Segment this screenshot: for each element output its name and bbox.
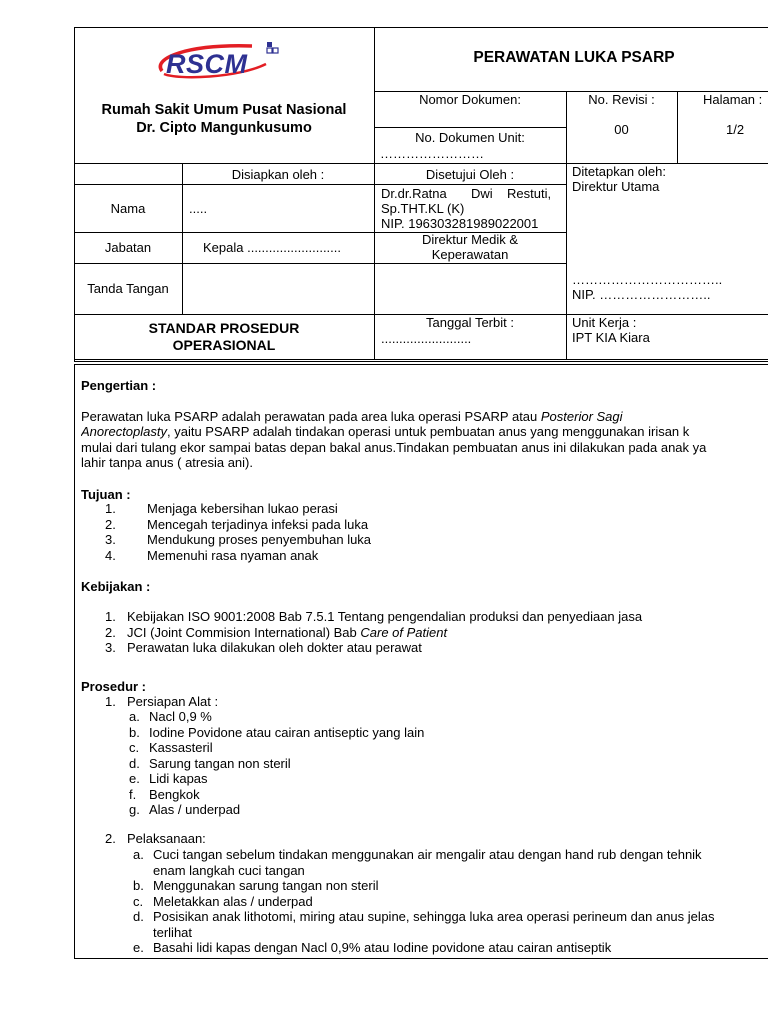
- document-title: PERAWATAN LUKA PSARP: [473, 49, 675, 66]
- list-item-continued: enam langkah cuci tangan: [153, 862, 305, 878]
- pelaksanaan-label: 2. Pelaksanaan:: [105, 831, 206, 846]
- tanggal-terbit-value: .........................: [381, 331, 472, 346]
- divider: [74, 263, 566, 264]
- pengertian-line3: mulai dari tulang ekor sampai batas depan bakal anus.Tindakan pembuatan anus ini dilakukan pada anak ya: [81, 440, 707, 455]
- tujuan-list: [105, 501, 371, 563]
- approver-title: Sp.THT.KL (K): [381, 201, 465, 216]
- list-item: a. Cuci tangan sebelum tindakan menggunakan air mengalir atau dengan hand rub dengan tehnik: [133, 847, 702, 862]
- ditetapkan-nip: NIP. ……………………..: [572, 287, 711, 302]
- list-item: 3. Perawatan luka dilakukan oleh dokter atau perawat: [105, 640, 422, 655]
- unit-kerja-value: IPT KIA Kiara: [572, 330, 650, 345]
- unit-kerja-label: Unit Kerja :: [572, 315, 637, 330]
- nomor-dokumen-label: Nomor Dokumen:: [419, 92, 521, 107]
- list-item: b. Iodine Povidone atau cairan antiseptic yang lain: [129, 724, 425, 740]
- tujuan-heading: Tujuan :: [81, 487, 131, 502]
- list-item: 2. JCI (Joint Commision International) Bab Care of Patient: [105, 624, 448, 640]
- approver-role-line1: Direktur Medik &: [421, 232, 519, 247]
- pengertian-term: Anorectoplasty: [81, 424, 167, 439]
- list-item: b. Menggunakan sarung tangan non steril: [133, 878, 379, 893]
- approver-role-line2: Keperawatan: [431, 247, 509, 262]
- tanggal-terbit-label: Tanggal Terbit :: [426, 315, 514, 330]
- revisi-label: No. Revisi :: [588, 92, 655, 107]
- nama-label: Nama: [110, 201, 146, 216]
- nomor-unit-value: ……………………: [380, 146, 484, 161]
- list-item: e. Lidi kapas: [129, 771, 208, 786]
- list-item: c. Kassasteril: [129, 740, 213, 755]
- list-item: e. Basahi lidi kapas dengan Nacl 0,9% atau Iodine povidone atau cairan antiseptik: [133, 940, 612, 955]
- approver-name-part1: Dr.dr.Ratna: [381, 186, 447, 201]
- rscm-logo: [148, 38, 288, 88]
- pelaksanaan-list: [133, 847, 768, 956]
- pengertian-term: Posterior Sagi: [540, 409, 623, 424]
- divider: [374, 27, 375, 359]
- hospital-name-line1: Rumah Sakit Umum Pusat Nasional: [101, 102, 347, 118]
- divider: [677, 91, 678, 163]
- divider: [74, 184, 566, 185]
- logo-text: RSCM: [166, 49, 248, 79]
- ditetapkan-signature-line: ……………………………..: [572, 272, 723, 287]
- sop-title-line2: OPERASIONAL: [172, 337, 276, 353]
- alat-list: [129, 709, 424, 818]
- jabatan-label: Jabatan: [104, 240, 152, 255]
- pengertian-line1: [81, 409, 768, 425]
- tanda-tangan-label: Tanda Tangan: [87, 281, 169, 296]
- list-item: f. Bengkok: [129, 786, 200, 802]
- list-item: 3. Mendukung proses penyembuhan luka: [105, 532, 372, 547]
- revisi-value: 00: [614, 122, 629, 137]
- pengertian-heading: Pengertian :: [81, 378, 157, 393]
- jabatan-value: Kepala ..........................: [203, 240, 341, 255]
- kebijakan-list: [105, 609, 642, 656]
- persiapan-label: 1. Persiapan Alat :: [105, 694, 219, 709]
- divider: [374, 127, 566, 128]
- divider: [74, 359, 768, 360]
- list-item: 1. Kebijakan ISO 9001:2008 Bab 7.5.1 Tentang pengendalian produksi dan penyediaan jasa: [105, 609, 643, 624]
- nama-value: .....: [189, 201, 208, 216]
- disiapkan-label: Disiapkan oleh :: [231, 167, 325, 182]
- nomor-unit-label: No. Dokumen Unit:: [415, 130, 525, 145]
- divider: [182, 163, 183, 314]
- list-item: 4. Memenuhi rasa nyaman anak: [105, 547, 319, 563]
- disetujui-label: Disetujui Oleh :: [425, 167, 515, 182]
- approver-name-part2: Dwi: [471, 186, 493, 201]
- approver-nip: NIP. 196303281989022001: [381, 216, 539, 231]
- list-item: 2. Mencegah terjadinya infeksi pada luka: [105, 516, 369, 532]
- ditetapkan-label: Ditetapkan oleh:: [572, 164, 666, 179]
- list-item: 1. Menjaga kebersihan lukao perasi: [105, 501, 338, 516]
- list-item: d. Sarung tangan non steril: [129, 755, 291, 771]
- list-item: d. Posisikan anak lithotomi, miring atau supine, sehingga luka area operasi perineum dan anus jelas: [133, 909, 715, 924]
- pengertian-text: Perawatan luka PSARP adalah perawatan pada area luka operasi PSARP atau: [81, 409, 541, 424]
- list-item: g. Alas / underpad: [129, 802, 241, 817]
- pengertian-line4: lahir tanpa anus ( atresia ani).: [81, 455, 253, 470]
- sop-title-line1: STANDAR PROSEDUR: [148, 320, 300, 336]
- list-item: a. Nacl 0,9 %: [129, 709, 212, 724]
- kebijakan-heading: Kebijakan :: [81, 579, 151, 594]
- prosedur-heading: Prosedur :: [81, 679, 147, 694]
- ditetapkan-role: Direktur Utama: [572, 179, 660, 194]
- pengertian-text: , yaitu PSARP adalah tindakan operasi untuk pembuatan anus yang menggunakan irisan k: [167, 424, 690, 439]
- halaman-value: 1/2: [726, 122, 745, 137]
- hospital-name-line2: Dr. Cipto Mangunkusumo: [136, 120, 312, 136]
- pengertian-line2: [81, 424, 768, 440]
- list-item-continued: terlihat: [153, 924, 193, 940]
- halaman-label: Halaman :: [703, 92, 763, 107]
- approver-name-part3: Restuti,: [507, 186, 552, 201]
- list-item: c. Meletakkan alas / underpad: [133, 893, 313, 909]
